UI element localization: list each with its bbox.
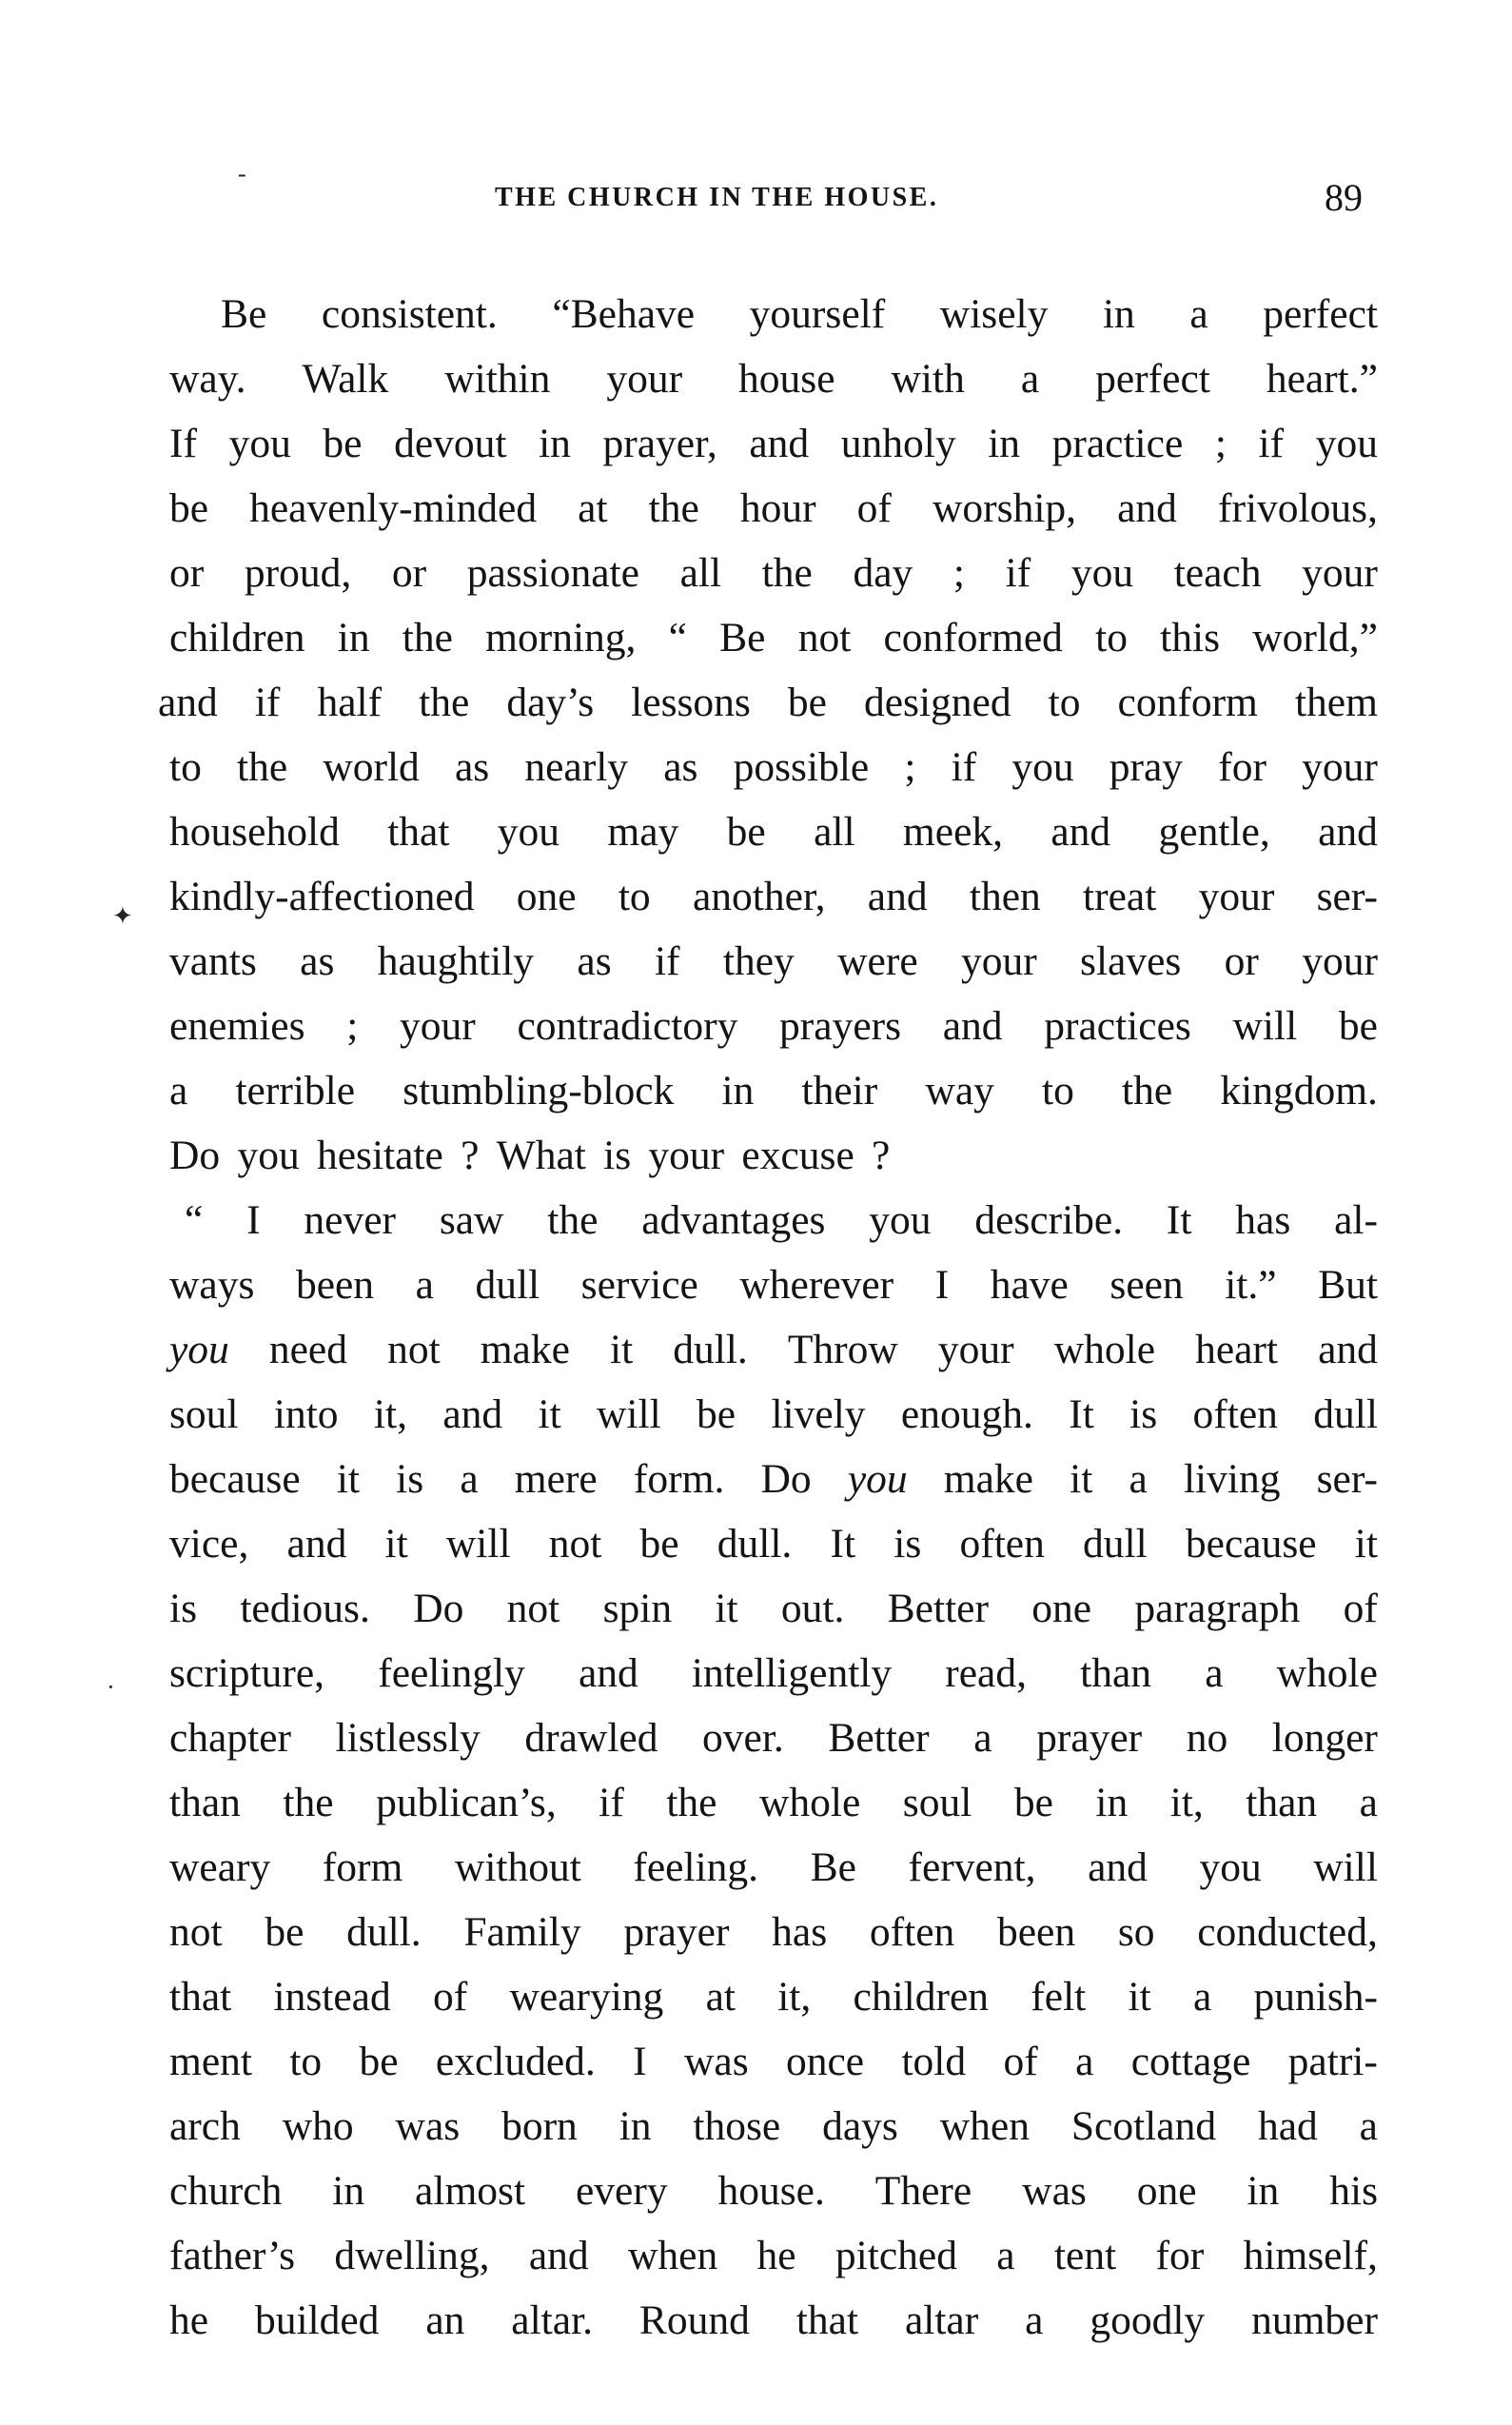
text-line: vice, and it will not be dull. It is often dull because it xyxy=(169,1521,1378,1567)
text-line: because it is a mere form. Do you make it a living ser- xyxy=(169,1456,1378,1502)
text-line: way. Walk within your house with a perfect heart.” xyxy=(169,356,1378,402)
text-line: you need not make it dull. Throw your whole heart and xyxy=(169,1327,1378,1372)
text-line: father’s dwelling, and when he pitched a tent for himself, xyxy=(169,2233,1378,2278)
text-line: than the publican’s, if the whole soul be in it, than a xyxy=(169,1780,1378,1825)
text-line: arch who was born in those days when Scotland had a xyxy=(169,2103,1378,2149)
text-line: “ I never saw the advantages you describe. It has al- xyxy=(185,1197,1378,1243)
text-line: household that you may be all meek, and gentle, and xyxy=(169,809,1378,855)
text-line: and if half the day’s lessons be designed to conform them xyxy=(158,680,1378,725)
page-number: 89 xyxy=(1325,176,1363,219)
margin-arrow-mark: ✦ xyxy=(112,902,133,930)
margin-dot-mark: · xyxy=(107,1673,115,1701)
margin-dot-mark: - xyxy=(238,160,246,187)
text-line: enemies ; your contradictory prayers and practices will be xyxy=(169,1003,1378,1049)
text-line: chapter listlessly drawled over. Better a prayer no longer xyxy=(169,1715,1378,1761)
text-line: soul into it, and it will be lively enough. It is often dull xyxy=(169,1391,1378,1437)
text-line: not be dull. Family prayer has often been so conducted, xyxy=(169,1909,1378,1955)
text-line: vants as haughtily as if they were your slaves or your xyxy=(169,938,1378,984)
text-line: he builded an altar. Round that altar a goodly number xyxy=(169,2297,1378,2343)
running-head-title: THE CHURCH IN THE HOUSE. xyxy=(495,183,939,212)
text-line: to the world as nearly as possible ; if you pray for your xyxy=(169,744,1378,790)
text-line: weary form without feeling. Be fervent, and you will xyxy=(169,1844,1378,1890)
text-line: children in the morning, “ Be not conformed to this world,” xyxy=(169,615,1378,660)
text-line: Do you hesitate ? What is your excuse ? xyxy=(169,1133,891,1178)
text-line: a terrible stumbling-block in their way to the kingdom. xyxy=(169,1068,1378,1114)
text-line: or proud, or passionate all the day ; if you teach your xyxy=(169,550,1378,596)
body-text xyxy=(158,282,1378,2353)
text-line: is tedious. Do not spin it out. Better one paragraph of xyxy=(169,1586,1378,1631)
text-line: scripture, feelingly and intelligently read, than a whole xyxy=(169,1650,1378,1696)
running-head xyxy=(0,176,1512,221)
text-line: ment to be excluded. I was once told of a cottage patri- xyxy=(169,2039,1378,2084)
text-line: Be consistent. “Behave yourself wisely in a perfect xyxy=(221,291,1378,337)
text-line: kindly-affectioned one to another, and then treat your ser- xyxy=(169,874,1378,919)
text-line: that instead of wearying at it, children felt it a punish- xyxy=(169,1974,1378,2020)
text-line: ways been a dull service wherever I have seen it.” But xyxy=(169,1262,1378,1308)
text-line: church in almost every house. There was one in his xyxy=(169,2168,1378,2214)
text-line: If you be devout in prayer, and unholy in practice ; if you xyxy=(169,421,1378,466)
text-line: be heavenly-minded at the hour of worship, and frivolous, xyxy=(169,485,1378,531)
